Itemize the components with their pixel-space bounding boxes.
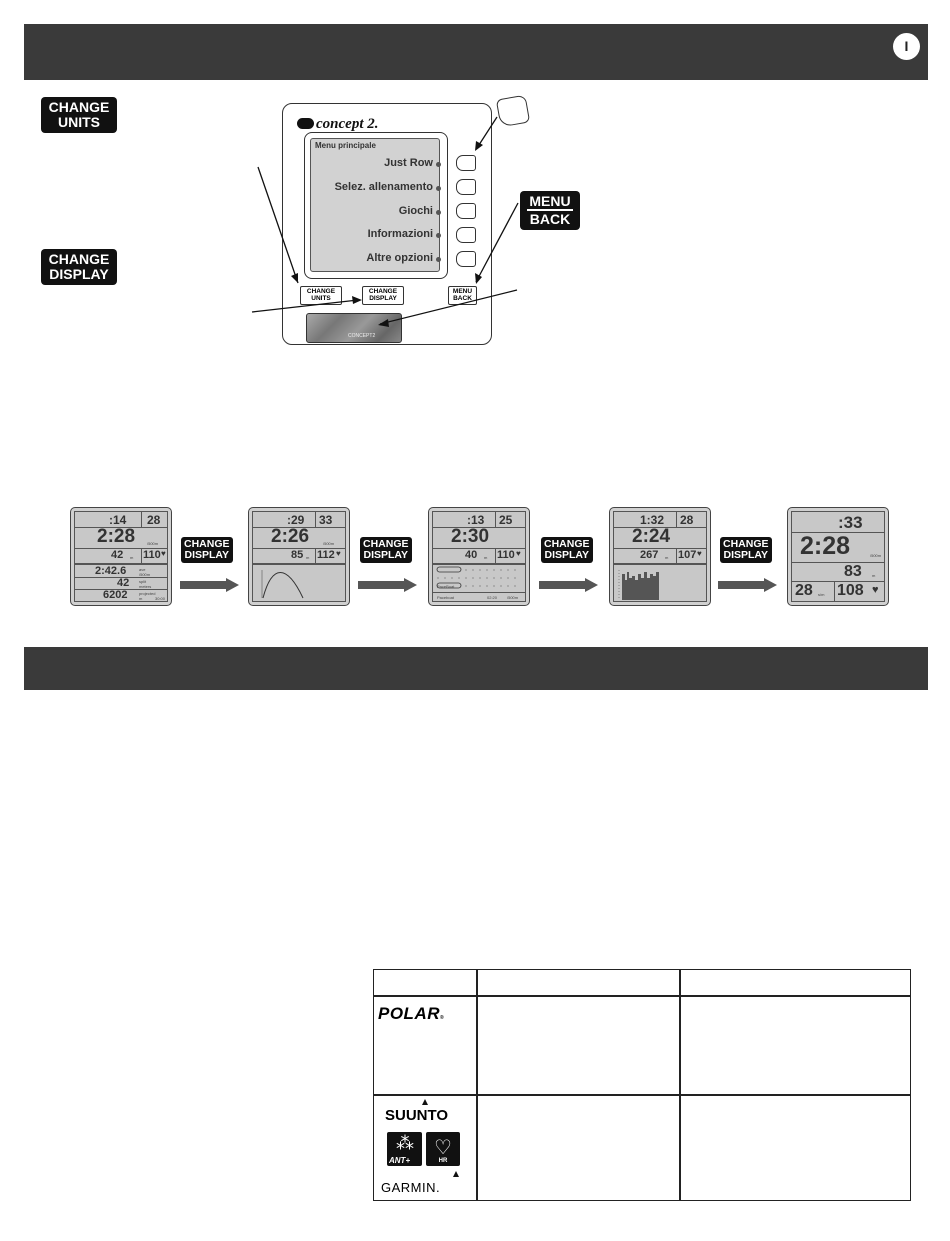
step-label-line1: CHANGE: [363, 538, 409, 550]
polar-registered-mark: ®: [440, 1015, 445, 1021]
pace: 2:28: [800, 532, 851, 560]
arrowhead: [475, 273, 482, 284]
polar-logo-text: POLAR: [378, 1004, 440, 1023]
suunto-logo: SUUNTO: [385, 1107, 449, 1124]
divider: [141, 512, 142, 527]
step-label-line2: DISPLAY: [184, 549, 230, 561]
step-label-line2: DISPLAY: [544, 549, 590, 561]
meters-unit: m: [872, 573, 876, 578]
divider: [141, 548, 142, 563]
ant-plus-icon: [387, 1132, 422, 1166]
triangle-icon: [422, 1099, 428, 1105]
split-meters-unit: split meters: [139, 579, 152, 589]
display-screen-5: [787, 507, 889, 606]
pointer-line-change-units: [258, 167, 298, 283]
meters-unit: m: [484, 555, 488, 560]
heart-rate-monitor-table: [373, 969, 911, 1201]
pointer-line-menu-back: [476, 203, 518, 282]
divider: [676, 512, 677, 527]
meters: 42: [111, 549, 124, 561]
pointer-line-change-display: [252, 300, 358, 312]
divider: [315, 512, 316, 527]
meters: 85: [291, 549, 304, 561]
garmin-mark: .: [436, 1180, 441, 1195]
elapsed-time: 1:32: [640, 513, 665, 527]
garmin-logo: [381, 1180, 440, 1195]
pace-unit: /500m: [147, 541, 159, 546]
heart-icon: ♥: [872, 584, 879, 596]
table-header-divider: [373, 995, 911, 997]
arrow-right-icon: [180, 578, 239, 592]
meters-unit: m: [665, 555, 669, 560]
projected-time: 30:00: [155, 596, 166, 601]
arrowhead: [378, 319, 389, 327]
usb-label: CONCEPT2: [348, 333, 376, 339]
menu-item-games[interactable]: Giochi: [398, 205, 433, 217]
lcd-inner: [432, 511, 526, 602]
change-units-label-line2: UNITS: [58, 114, 100, 130]
heart-rate: 108: [837, 582, 864, 599]
heart-rate: 110: [497, 549, 515, 561]
display-screen-1: [70, 507, 172, 606]
meters: 267: [640, 549, 659, 561]
display-screen-4: [609, 507, 711, 606]
menu-item-more-options[interactable]: Altre opzioni: [366, 252, 433, 264]
divider: [433, 592, 525, 593]
change-display-label-line2: DISPLAY: [49, 266, 109, 282]
elapsed-time: :14: [109, 513, 127, 527]
arrowhead: [352, 296, 362, 304]
divider: [315, 548, 316, 563]
menu-back-button-line2: BACK: [453, 295, 472, 302]
step-label-line1: CHANGE: [544, 538, 590, 550]
menu-item-information[interactable]: Informazioni: [367, 228, 433, 240]
change-display-step-label: [181, 537, 233, 563]
change-units-label-line1: CHANGE: [48, 99, 110, 115]
heart-icon: ♥: [516, 549, 521, 558]
heart-rate: 112: [317, 549, 335, 561]
change-units-button-line2: UNITS: [311, 295, 331, 302]
language-badge: I: [893, 33, 920, 60]
pointer-line-usb: [380, 290, 517, 324]
arrowhead: [291, 273, 298, 283]
projected-unit: projected m: [139, 591, 156, 601]
average-pace-unit: ave /500m: [139, 567, 151, 577]
ant-glyph-icon: ⁂: [396, 1133, 414, 1154]
heart-rate: 107: [678, 549, 697, 561]
menu-title: Menu principale: [315, 141, 376, 150]
garmin-logo-text: GARMIN: [381, 1180, 436, 1195]
projected-meters: 6202: [103, 589, 128, 601]
arrow-right-icon: [358, 578, 417, 592]
heart-outline-icon: ♡: [434, 1135, 452, 1159]
table-row-divider: [373, 1094, 911, 1096]
triangle-icon: [453, 1171, 459, 1177]
step-label-line1: CHANGE: [184, 538, 230, 550]
elapsed-time: :29: [287, 513, 305, 527]
change-display-button-line2: DISPLAY: [369, 295, 397, 302]
pointer-lines: [0, 0, 950, 400]
stroke-rate: 33: [319, 513, 333, 527]
divider: [676, 548, 677, 563]
arrow-right-icon: [539, 578, 598, 592]
elapsed-time: :33: [838, 513, 863, 532]
divider: [614, 563, 706, 565]
arrowhead: [475, 141, 483, 151]
menu-back-label-line1: MENU: [527, 194, 573, 211]
divider: [792, 562, 884, 563]
lcd-inner: [252, 511, 346, 602]
stroke-rate: 28: [147, 513, 161, 527]
stroke-rate-unit: s/m: [818, 592, 825, 597]
menu-back-button-line1: MENU: [452, 288, 473, 295]
heart-icon: ♥: [336, 549, 341, 558]
section-header-bar-2: [24, 647, 928, 690]
pace-unit: /500m: [323, 541, 335, 546]
meters: 40: [465, 549, 478, 561]
polar-logo: [378, 1004, 444, 1024]
pace: 2:24: [632, 526, 671, 547]
arrow-right-icon: [718, 578, 777, 592]
display-screen-3: [428, 507, 530, 606]
step-label-line2: DISPLAY: [723, 549, 769, 561]
table-col-divider: [679, 969, 681, 1201]
divider: [495, 548, 496, 563]
ant-plus-text: ANT+: [389, 1156, 411, 1165]
paceboat-caption: Paceboat: [437, 595, 454, 600]
menu-item-just-row[interactable]: Just Row: [384, 157, 433, 169]
pace-unit: /500m: [870, 553, 882, 558]
change-display-button-line1: CHANGE: [368, 288, 398, 295]
change-display-step-label: [541, 537, 593, 563]
heart-rate-icon: [426, 1132, 460, 1166]
heart-icon: ♥: [697, 549, 702, 558]
display-screen-2: [248, 507, 350, 606]
change-display-step-label: [360, 537, 412, 563]
meters: 83: [844, 563, 862, 580]
paceboat-unit: /500m: [507, 595, 519, 600]
divider: [834, 581, 835, 601]
menu-back-label-line2: BACK: [529, 211, 571, 227]
divider: [253, 563, 345, 565]
table-col-divider: [476, 969, 478, 1201]
lcd-inner: [791, 511, 885, 602]
pace: 2:28: [97, 526, 136, 547]
change-display-step-label: [720, 537, 772, 563]
change-units-button-line1: CHANGE: [306, 288, 336, 295]
average-pace: 2:42.6: [95, 565, 127, 577]
lcd-inner: [613, 511, 707, 602]
force-curve: [257, 568, 343, 600]
heart-rate: 110: [143, 549, 161, 561]
meters-unit: m: [306, 555, 310, 560]
divider: [433, 563, 525, 565]
stroke-rate: 28: [680, 513, 694, 527]
divider: [495, 512, 496, 527]
lcd-inner: [74, 511, 168, 602]
meters-unit: m: [130, 555, 134, 560]
pace: 2:30: [451, 526, 490, 547]
step-label-line2: DISPLAY: [363, 549, 409, 561]
concept2-logo-text: concept 2.: [316, 116, 379, 132]
stroke-rate: 28: [795, 582, 813, 599]
hr-text: HR: [438, 1158, 448, 1164]
bar-graph: [616, 568, 704, 602]
heart-icon: ♥: [161, 549, 166, 558]
elapsed-time: :13: [467, 513, 485, 527]
pace: 2:26: [271, 526, 310, 547]
stroke-rate: 25: [499, 513, 513, 527]
split-meters: 42: [117, 577, 130, 589]
change-display-label-line1: CHANGE: [48, 251, 110, 267]
step-label-line1: CHANGE: [723, 538, 769, 550]
paceboat-pace: 02:20: [487, 595, 498, 600]
pace-boat-label: PaceBoat: [437, 584, 455, 589]
menu-item-select-workout[interactable]: Selez. allenamento: [334, 181, 433, 193]
